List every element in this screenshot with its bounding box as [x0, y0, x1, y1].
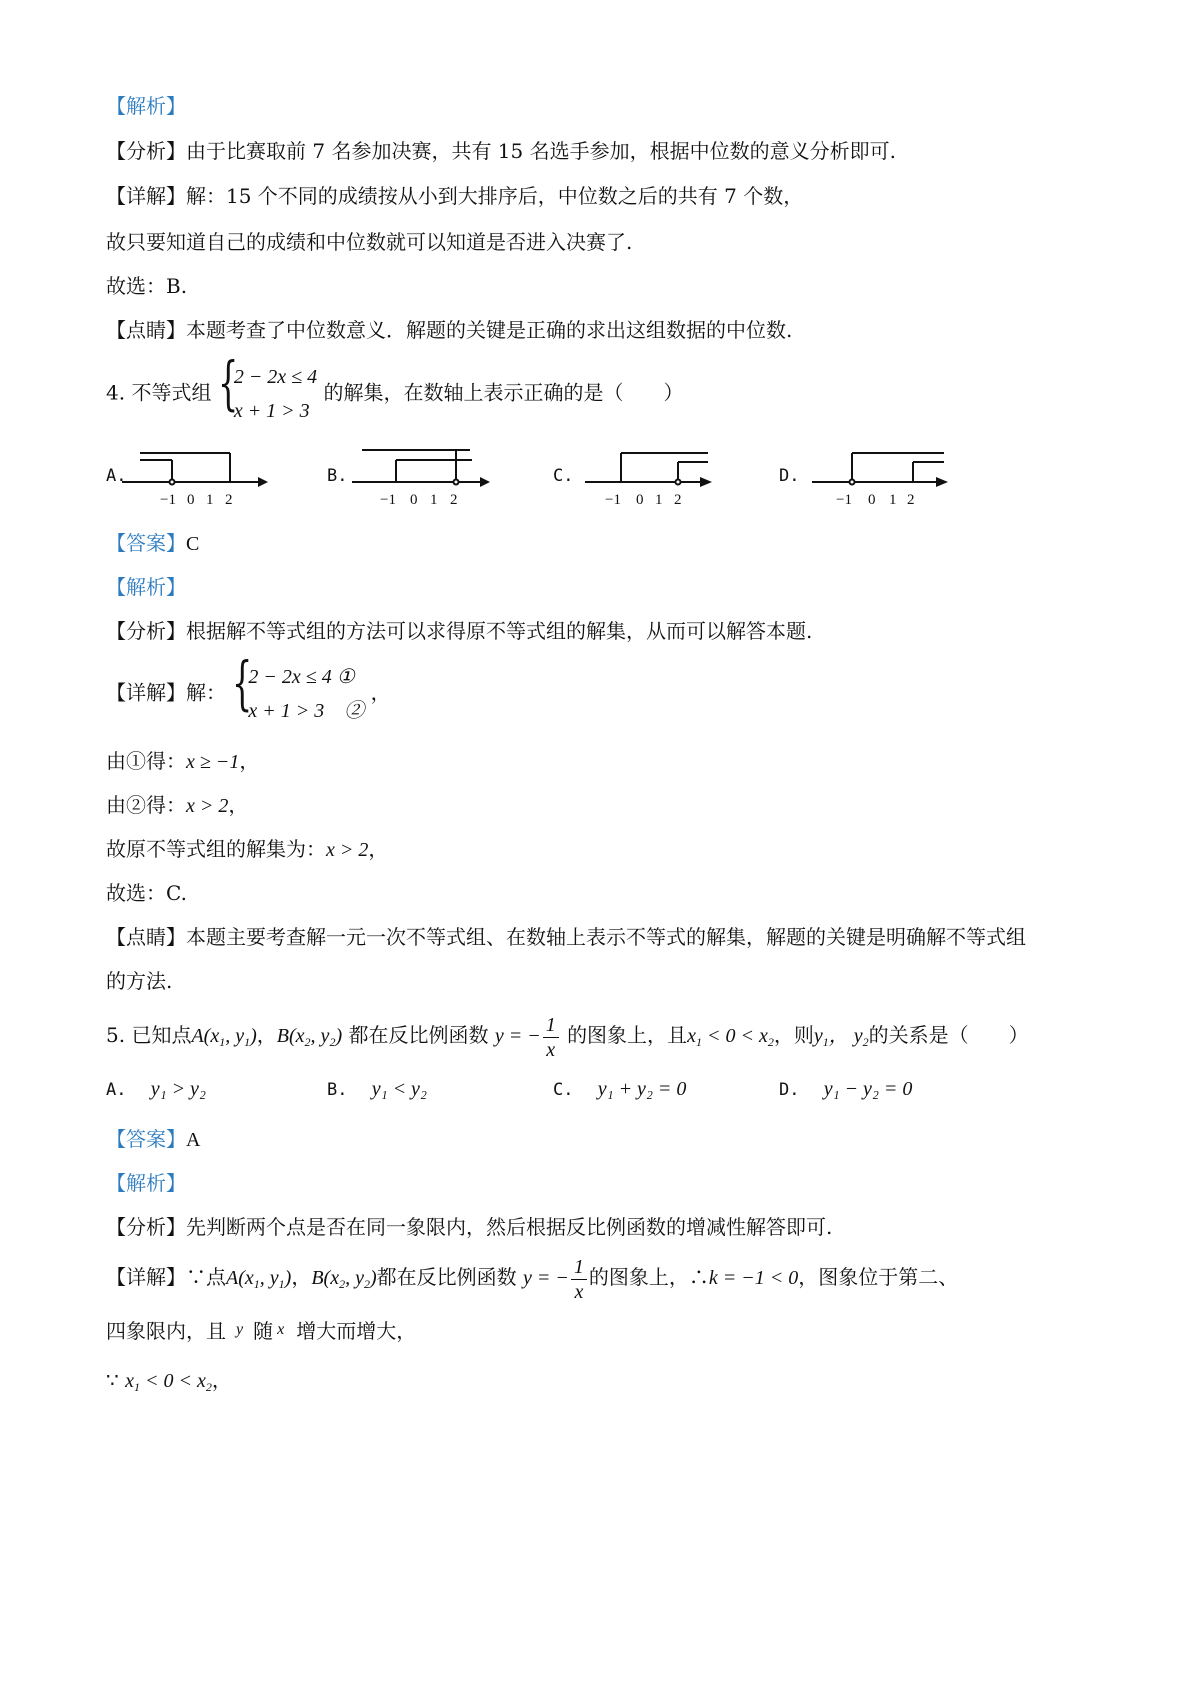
q5-option-b-label: B. — [327, 1080, 348, 1100]
q5-detail-point-b: $B(x_2$, $y_2$) — [311, 1267, 377, 1291]
q4-detail-eq2: x + 1 > 3 ② — [248, 700, 365, 722]
q4-step3-comma: ， — [368, 837, 389, 861]
q5-option-c — [553, 1078, 686, 1101]
q5-since-math: $x_1 < 0 < x_2$ — [125, 1370, 212, 1394]
jiexi-heading: 【解析】 — [106, 94, 186, 118]
q5-detail-line2b: 随 — [253, 1319, 274, 1343]
q5-option-b-math: y₁ < y₂ — [371, 1078, 427, 1100]
tick-d-1: −1 — [836, 492, 852, 508]
q4-jiexi-heading: 【解析】 — [106, 575, 186, 599]
detail-text: 解：15 个不同的成绩按从小到大排序后，中位数之后的共有 7 个数， — [186, 184, 804, 208]
tick-a-3: 1 — [206, 492, 214, 508]
q4-comment-text: 本题主要考查解一元一次不等式组、在数轴上表示不等式的解集，解题的关键是明确解不等式组 — [186, 925, 1026, 949]
comment-text: 本题考查了中位数意义．解题的关键是正确的求出这组数据的中位数. — [186, 318, 793, 342]
tick-c-4: 2 — [674, 492, 682, 508]
q5-detail-2: 都在反比例函数 — [376, 1265, 517, 1289]
q5-stem2: 都在反比例函数 — [348, 1023, 489, 1047]
q5-number: 5. — [106, 1023, 126, 1047]
q4-step3-text: 故原不等式组的解集为： — [106, 837, 326, 861]
number-line-c — [585, 453, 712, 487]
q5-option-d-math: y₁ − y₂ = 0 — [823, 1078, 913, 1100]
q5-answer: A — [186, 1129, 201, 1151]
q5-detail-line2a: 四象限内，且 — [106, 1319, 226, 1343]
analysis-text: 由于比赛取前 7 名参加决赛，共有 15 名选手参加，根据中位数的意义分析即可. — [186, 139, 896, 163]
q5-detail-line2c: 增大而增大， — [296, 1319, 417, 1343]
q4-choice-line: 故选：C. — [106, 881, 187, 905]
q5-option-b — [327, 1078, 427, 1101]
q4-answer: C — [186, 533, 200, 555]
q5-detail-function: y = − $\frac{1}{x}$ — [523, 1267, 589, 1289]
tick-d-4: 2 — [907, 492, 915, 508]
tick-d-2: 0 — [868, 492, 876, 508]
q5-y-vars: $y_1$， $y_2$ — [813, 1025, 869, 1049]
q5-option-a — [106, 1078, 206, 1101]
q4-step2-text: 由②得： — [106, 793, 186, 817]
q4-step2-comma: ， — [228, 793, 249, 817]
q5-option-d-label: D. — [779, 1080, 800, 1100]
tick-b-2: 0 — [410, 492, 418, 508]
tick-b-4: 2 — [450, 492, 458, 508]
q5-analysis-text: 先判断两个点是否在同一象限内，然后根据反比例函数的增减性解答即可. — [186, 1215, 833, 1239]
q4-option-d-label: D. — [779, 466, 800, 486]
q5-stem3: 的图象上，且 — [567, 1023, 688, 1047]
q4-detail-eq1: 2 − 2x ≤ 4 ① — [248, 666, 355, 688]
q4-step3 — [106, 836, 388, 863]
q5-answer-tag: 【答案】 — [106, 1127, 186, 1151]
q5-detail-line: 【详解】∵点$A(x_1$, $y_1$)，$B(x_2$, $y_2$)都在反比例函数 y = − $\frac{1}{x}$ 的图象上，∴k = −1 < 0，图象位于第二、 — [106, 1255, 959, 1303]
q5-function: y = − $\frac{1}{x}$ — [495, 1025, 561, 1047]
q5-point-b: $B(x_2$, $y_2$) — [276, 1025, 343, 1049]
q4-number: 4. — [106, 380, 126, 405]
q5-since: ∵ — [106, 1368, 119, 1392]
q5-detail-line-2 — [106, 1317, 416, 1344]
q4-analysis-line — [106, 618, 812, 644]
analysis-line — [106, 138, 896, 164]
q5-analysis-line — [106, 1214, 832, 1240]
q5-option-a-math: y₁ > y₂ — [150, 1078, 206, 1100]
number-line-b — [352, 450, 490, 487]
q4-analysis-text: 根据解不等式组的方法可以求得原不等式组的解集，从而可以解答本题. — [186, 619, 813, 643]
q5-var-x: x — [277, 1321, 285, 1338]
q5-jiexi-heading: 【解析】 — [106, 1171, 186, 1195]
q4-eq2: x + 1 > 3 — [233, 400, 310, 422]
q4-comment-tag: 【点睛】 — [106, 925, 186, 949]
q4-number-lines — [0, 440, 1200, 520]
tick-a-1: −1 — [160, 492, 176, 508]
q5-detail-tag: 【详解】 — [106, 1265, 186, 1289]
tick-b-3: 1 — [430, 492, 438, 508]
q5-var-y: y — [236, 1321, 244, 1338]
q4-comment-line — [106, 924, 1026, 950]
q4-analysis-tag: 【分析】 — [106, 619, 186, 643]
q5-option-d — [779, 1078, 912, 1101]
number-line-a — [122, 453, 268, 487]
tick-a-4: 2 — [225, 492, 233, 508]
brace-icon: { — [217, 349, 239, 417]
tick-a-2: 0 — [187, 492, 195, 508]
q4-detail-post: ， — [370, 680, 391, 705]
q5-answer-line — [106, 1126, 200, 1153]
choice-line: 故选：B. — [106, 274, 188, 298]
q5-stem4: ，则 — [773, 1023, 814, 1047]
number-line-d — [812, 453, 948, 487]
brace-icon: { — [232, 649, 253, 717]
q5-since-line: ∵ $x_1 < 0 < x_2$， — [106, 1368, 232, 1394]
q5-analysis-tag: 【分析】 — [106, 1215, 186, 1239]
q4-answer-line — [106, 530, 199, 557]
q5-condition: $x_1 < 0 < x_2$ — [687, 1025, 774, 1049]
q4-stem-post: 的解集，在数轴上表示正确的是（ ） — [323, 380, 684, 405]
tick-c-3: 1 — [655, 492, 663, 508]
analysis-tag: 【分析】 — [106, 139, 186, 163]
tick-c-1: −1 — [605, 492, 621, 508]
q4-detail-tag: 【详解】 — [106, 680, 186, 705]
detail-line — [106, 183, 803, 209]
q4-step1-text: 由①得： — [106, 749, 186, 773]
q4-step1-comma: ， — [239, 749, 260, 773]
q5-detail-3: 的图象上，∴ — [588, 1265, 709, 1289]
q4-stem — [106, 349, 684, 428]
q4-detail-pre: 解： — [186, 680, 226, 705]
tick-d-3: 1 — [889, 492, 897, 508]
comment-line — [106, 317, 792, 343]
detail-line-2: 故只要知道自己的成绩和中位数就可以知道是否进入决赛了. — [106, 230, 633, 254]
detail-tag: 【详解】 — [106, 184, 186, 208]
q4-option-b-label: B. — [327, 466, 348, 486]
q5-stem1: 已知点 — [131, 1023, 192, 1047]
q4-option-c-label: C. — [553, 466, 574, 486]
q5-stem5: 的关系是（ ） — [868, 1023, 1029, 1047]
q4-step2-math: x > 2 — [186, 795, 229, 817]
q5-point-a: $A(x_1$, $y_1$) — [191, 1025, 257, 1049]
q4-inequality-system — [217, 349, 318, 428]
q4-step2 — [106, 792, 248, 819]
q4-step3-math: x > 2 — [326, 839, 369, 861]
q4-step1 — [106, 748, 259, 775]
comment-tag: 【点睛】 — [106, 318, 186, 342]
q5-detail-4: ，图象位于第二、 — [798, 1265, 959, 1289]
q4-eq1: 2 − 2x ≤ 4 — [233, 366, 318, 388]
q5-option-a-label: A. — [106, 1080, 127, 1100]
q4-detail-system — [232, 649, 365, 728]
q5-option-c-math: y₁ + y₂ = 0 — [597, 1078, 687, 1100]
q5-stem: 5. 已知点$A(x_1$, $y_1$)，$B(x_2$, $y_2$) 都在反比例函数 y = − $\frac{1}{x}$ 的图象上，且$x_1 < 0 < x_2$，则$y_1$， $y_2$的关系是（ ） — [106, 1013, 1029, 1061]
q4-step1-math: x ≥ −1 — [186, 751, 240, 773]
tick-b-1: −1 — [380, 492, 396, 508]
q4-stem-pre: 不等式组 — [131, 380, 212, 405]
q4-comment-line-2: 的方法. — [106, 969, 173, 993]
q5-option-c-label: C. — [553, 1080, 574, 1100]
q5-detail-k: k = −1 < 0 — [708, 1267, 799, 1289]
q4-answer-tag: 【答案】 — [106, 531, 186, 555]
q4-detail-line — [106, 649, 391, 728]
tick-c-2: 0 — [636, 492, 644, 508]
q5-detail-1: ∵点 — [186, 1265, 226, 1289]
q4-option-a-label: A. — [106, 466, 127, 486]
q5-detail-point-a: $A(x_1$, $y_1$) — [226, 1267, 292, 1291]
